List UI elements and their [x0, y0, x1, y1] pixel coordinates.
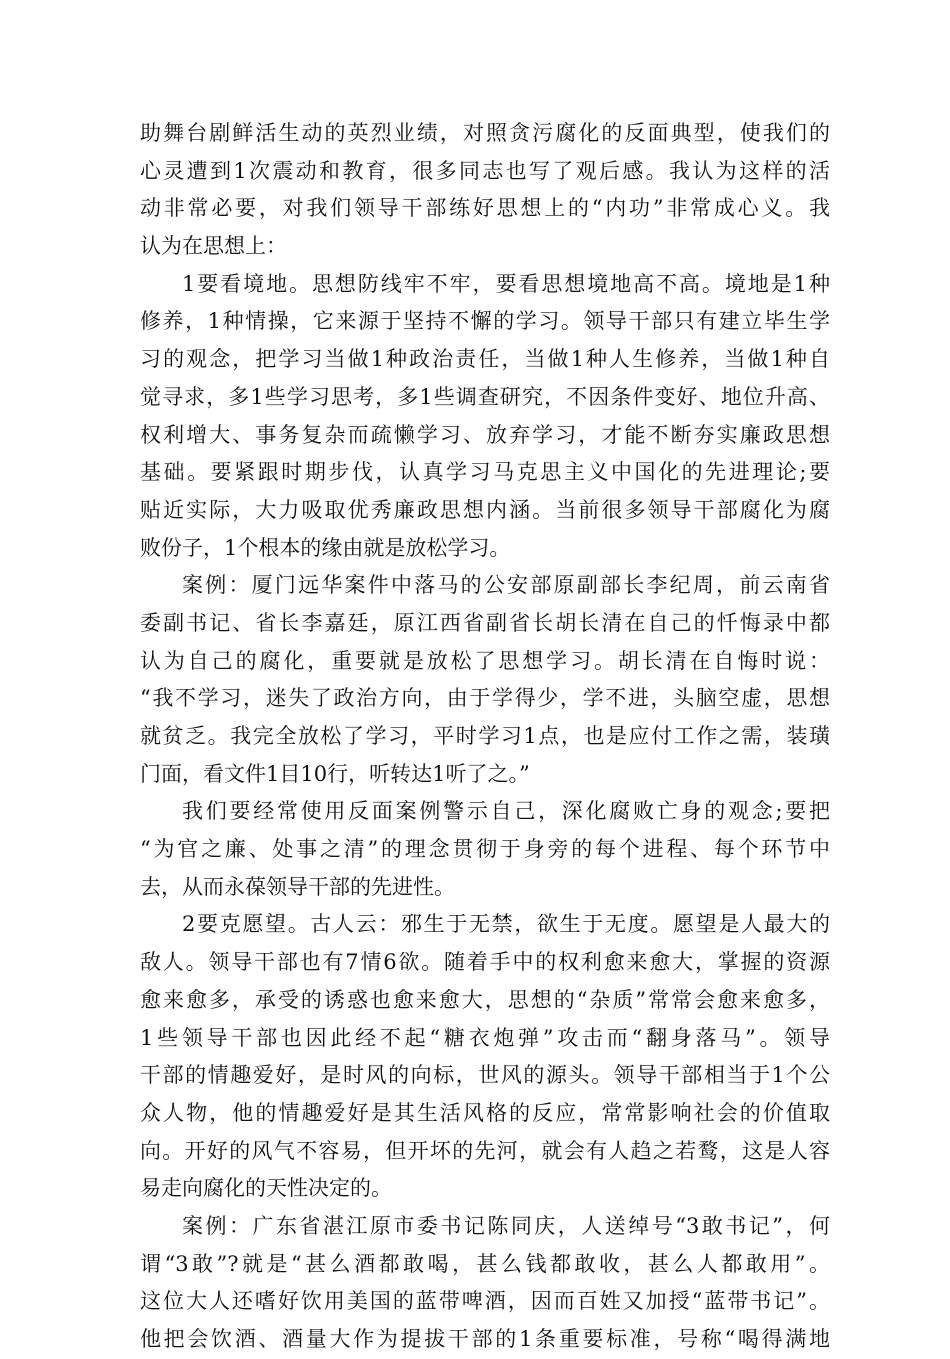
text-line: 助舞台剧鲜活生动的英烈业绩，对照贪污腐化的反面典型，使我们的	[140, 121, 830, 145]
text-line: 敌人。领导干部也有7情6欲。随着手中的权利愈来愈大，掌握的资源	[140, 950, 830, 975]
text-line: 就贫乏。我完全放松了学习，平时学习1点，也是应付工作之需，装璜	[140, 724, 830, 748]
text-line: 门面，看文件1目10行，听转达1听了之。”	[140, 761, 530, 786]
text-line: 认为在思想上：	[140, 234, 287, 259]
text-line: 权利增大、事务复杂而疏懒学习、放弃学习，才能不断夯实廉政思想	[140, 422, 830, 447]
text-line: 心灵遭到1次震动和教育，很多同志也写了观后感。我认为这样的活	[140, 158, 830, 183]
body-text	[140, 115, 830, 1359]
text-line: 1些领导干部也因此经不起“糖衣炮弹”攻击而“翻身落马”。领导	[140, 1025, 830, 1050]
text-line: 干部的情趣爱好，是时风的向标，世风的源头。领导干部相当于1个公	[140, 1063, 830, 1088]
text-line: 败份子，1个根本的缘由就是放松学习。	[140, 535, 511, 560]
text-line: 谓“3敢”?就是“甚么酒都敢喝，甚么钱都敢收，甚么人都敢用”。	[140, 1251, 830, 1276]
text-line: 贴近实际，大力吸取优秀廉政思想内涵。当前很多领导干部腐化为腐	[140, 497, 830, 522]
text-line: 去，从而永葆领导干部的先进性。	[140, 874, 455, 899]
text-line: 觉寻求，多1些学习思考，多1些调查研究，不因条件变好、地位升高、	[140, 384, 830, 409]
text-line: 我们要经常使用反面案例警示自己，深化腐败亡身的观念;要把	[182, 799, 830, 824]
text-line: “为官之廉、处事之清”的理念贯彻于身旁的每个进程、每个环节中	[140, 837, 830, 862]
text-line: 认为自己的腐化，重要就是放松了思想学习。胡长清在自悔时说：	[140, 648, 830, 673]
text-line: 他把会饮酒、酒量大作为提拔干部的1条重要标准，号称“喝得满地	[140, 1327, 830, 1351]
text-line: 易走向腐化的天性决定的。	[140, 1176, 392, 1201]
text-line: 委副书记、省长李嘉廷，原江西省副省长胡长清在自己的忏悔录中都	[140, 610, 830, 635]
text-line: 动非常必要，对我们领导干部练好思想上的“内功”非常成心义。我	[140, 196, 830, 221]
text-line: 众人物，他的情趣爱好是其生活风格的反应，常常影响社会的价值取	[140, 1100, 830, 1125]
text-line: 修养，1种情操，它来源于坚持不懈的学习。领导干部只有建立毕生学	[140, 309, 830, 334]
text-line: 2要克愿望。古人云：邪生于无禁，欲生于无度。愿望是人最大的	[182, 912, 830, 937]
text-line: 1要看境地。思想防线牢不牢，要看思想境地高不高。境地是1种	[182, 271, 830, 296]
text-line: 向。开好的风气不容易，但开坏的先河，就会有人趋之若鹜，这是人容	[140, 1138, 830, 1163]
text-line: 案例：广东省湛江原市委书记陈同庆，人送绰号“3敢书记”，何	[182, 1213, 830, 1238]
text-line: 基础。要紧跟时期步伐，认真学习马克思主义中国化的先进理论;要	[140, 460, 830, 485]
text-line: 习的观念，把学习当做1种政治责任，当做1种人生修养，当做1种自	[140, 347, 830, 372]
text-line: 愈来愈多，承受的诱惑也愈来愈大，思想的“杂质”常常会愈来愈多，	[140, 987, 830, 1012]
text-line: 这位大人还嗜好饮用美国的蓝带啤酒，因而百姓又加授“蓝带书记”。	[140, 1289, 830, 1314]
text-line: 案例：厦门远华案件中落马的公安部原副部长李纪周，前云南省	[182, 573, 830, 598]
text-line: “我不学习，迷失了政治方向，由于学得少，学不进，头脑空虚，思想	[140, 686, 830, 711]
